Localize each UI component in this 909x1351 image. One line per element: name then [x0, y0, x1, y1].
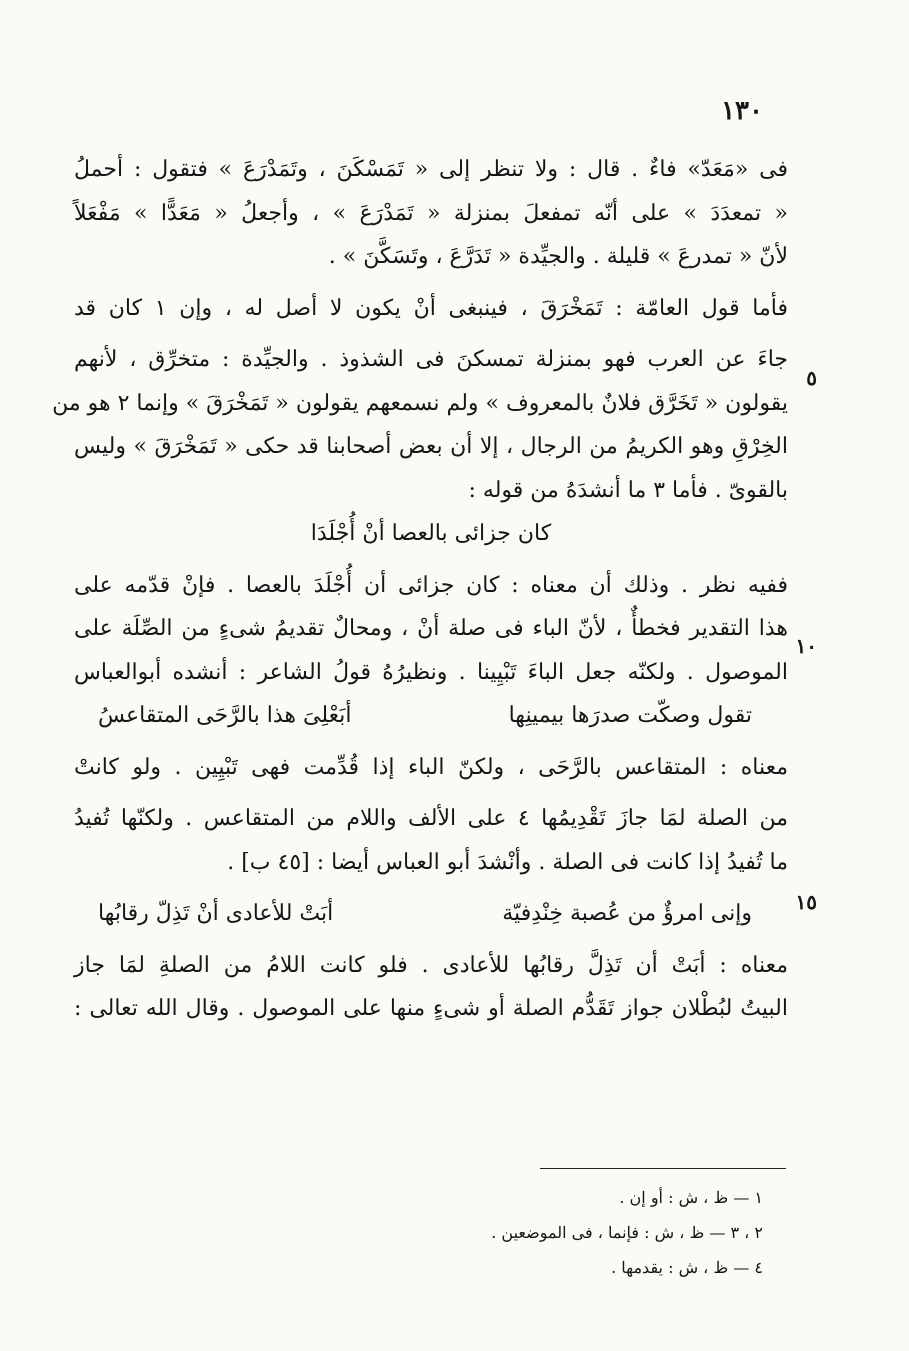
text-line: لأنّ « تمدرعَ » قليلة . والجيِّدة « تَدَرَّعَ ، وتَسَكَّنَ » . [328, 244, 788, 269]
main-text [52, 148, 788, 1031]
verse-hemistich-left: أبَتْ للأعادى أنْ تَذِلّ رقابُها [98, 901, 334, 926]
text-line: الموصول . ولكنّه جعل الباءَ تَبْيِينا . ونظيرُهُ قولُ الشاعر : أنشده أبوالعباس [74, 659, 788, 685]
text-line: ففيه نظر . وذلك أن معناه : كان جزائى أن أُجْلَدَ بالعصا . فإنْ قدّمه على [74, 572, 788, 598]
text-line: بالقوىّ . فأما ٣ ما أنشدَهُ من قوله : [468, 477, 788, 503]
line-number-15: ١٥ [795, 890, 817, 914]
text-line: فأما قول العامّة : تَمَخْرَقَ ، فينبغى أنْ يكون لا أصل له ، وإن ١ كان قد [74, 295, 788, 321]
text-line: الخِرْقِ وهو الكريمُ من الرجال ، إلا أن بعض أصحابنا قد حكى « تَمَخْرَقَ » وليس [74, 434, 788, 459]
text-line: من الصلة لمَا جازَ تَقْدِيمُها ٤ على الألف واللام من المتقاعس . ولكنّها تُفيدُ [74, 806, 788, 831]
text-line: البيتُ لبُطْلان جواز تَقَدُّم الصلة أو شىءٍ منها على الموصول . وقال الله تعالى : [74, 996, 788, 1021]
text-line: فى «مَعَدّ» فاءٌ . قال : ولا تنظر إلى « تَمَسْكَنَ ، وتَمَدْرَعَ » فتقول : أحملُ [74, 157, 788, 182]
verse-couplet [74, 694, 788, 738]
footnote-divider [540, 1168, 786, 1169]
text-line: جاءَ عن العرب فهو بمنزلة تمسكنَ فى الشذوذ . والجيِّدة : متخرِّق ، لأنهم [74, 347, 788, 372]
verse-line: كان جزائى بالعصا أنْ أُجْلَدَا [310, 521, 552, 546]
page-number: ١٣٠ [721, 96, 763, 126]
verse-hemistich-left: أبَعْلِىَ هذا بالرَّحَى المتقاعسُ [98, 703, 352, 728]
footnote: ٢ ، ٣ — ظ ، ش : فإنما ، فى الموضعين . [491, 1223, 763, 1242]
text-line: « تمعدَدَ » على أنّه تمفعلَ بمنزلة « تَمَدْرَعَ » ، وأجعلُ « مَعَدًّا » مَفْعَلاً [74, 200, 788, 226]
text-line: يقولون « تَخَرَّق فلانٌ بالمعروف » ولم نسمعهم يقولون « تَمَخْرَقَ » وإنما ٢ هو من [52, 390, 788, 416]
verse-hemistich-right: وإنى امرؤٌ من عُصبة خِنْدِفيّة [502, 901, 752, 926]
footnotes [343, 1180, 763, 1285]
text-line: معناه : أبَتْ أن تَذِلَّ رقابُها للأعادى . فلو كانت اللامُ من الصلةِ لمَا جاز [74, 952, 788, 978]
text-line: ما تُفيدُ إذا كانت فى الصلة . وأنْشدَ أبو العباس أيضا : [٤٥ ب] . [227, 849, 788, 875]
verse-hemistich-right: تقول وصكّت صدرَها بيمينِها [508, 703, 752, 728]
line-number-10: ١٠ [795, 634, 817, 658]
text-line: هذا التقدير فخطأٌ ، لأنّ الباء فى صلة أنْ ، ومحالٌ تقديمُ شىءٍ من الصِّلَة على [74, 616, 788, 641]
footnote: ١ — ظ ، ش : أو إن . [619, 1188, 763, 1207]
line-number-5: ٥ [806, 366, 817, 390]
text-line: معناه : المتقاعس بالرَّحَى ، ولكنّ الباء إذا قُدِّمت فهى تَبْيِين . ولو كانتْ [74, 754, 788, 780]
verse-couplet [74, 892, 788, 936]
footnote: ٤ — ظ ، ش : يقدمها . [611, 1258, 763, 1277]
